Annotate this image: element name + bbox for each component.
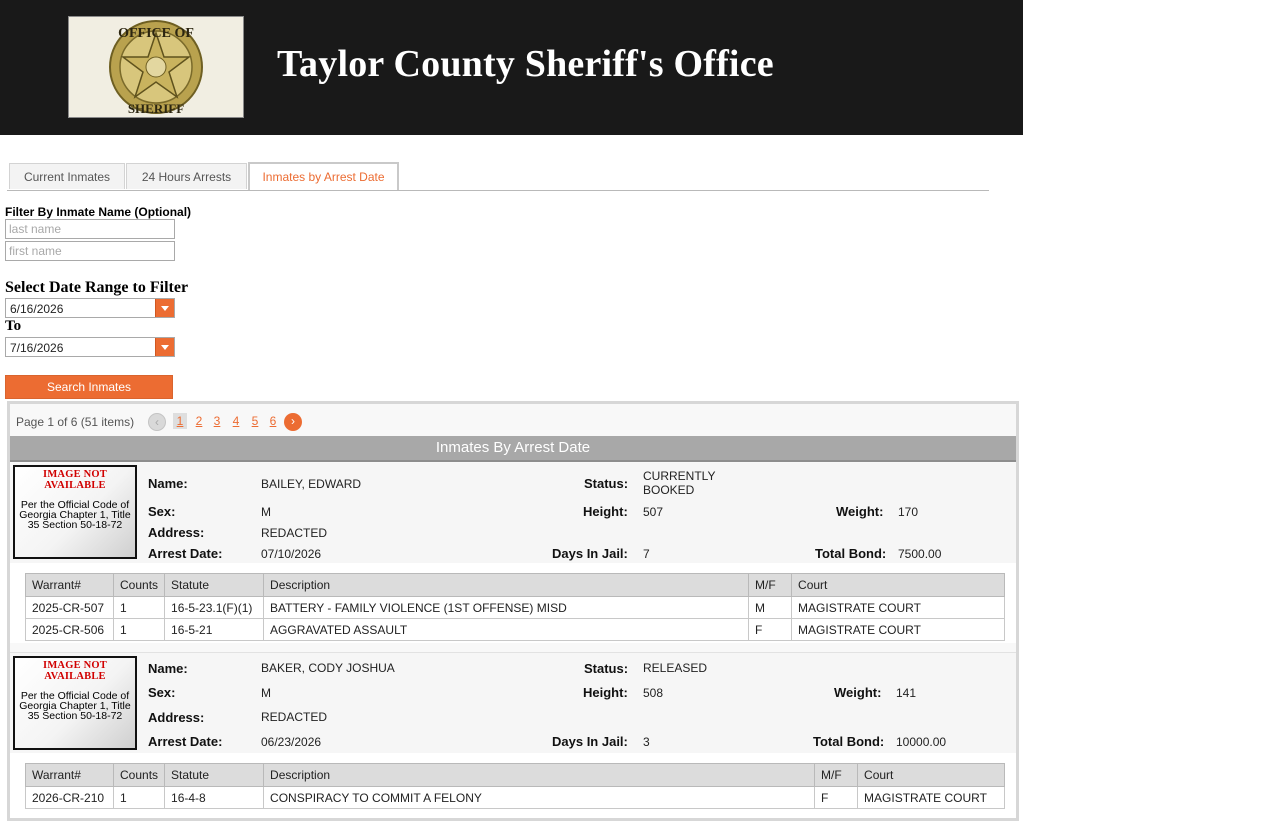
image-note: Per the Official Code of Georgia Chapter 1, Title 35 Section 50-18-72 [19, 690, 131, 722]
inmate-arrest-date: 06/23/2026 [261, 735, 322, 749]
inmate-address: REDACTED [261, 526, 328, 540]
arrest-date-label: Arrest Date: [148, 734, 223, 749]
sheriff-badge-logo[interactable] [68, 16, 244, 118]
inmate-name: BAILEY, EDWARD [261, 477, 362, 491]
filter-name-label: Filter By Inmate Name (Optional) [5, 205, 192, 219]
warrant-counts: 1 [114, 787, 165, 809]
col-court: Court [858, 764, 1005, 787]
col-mf: M/F [815, 764, 858, 787]
warrant-description: AGGRAVATED ASSAULT [264, 619, 749, 641]
col-mf: M/F [749, 574, 792, 597]
col-statute: Statute [165, 574, 264, 597]
col-statute: Statute [165, 764, 264, 787]
address-label: Address: [148, 710, 205, 725]
from-date-value: 6/16/2026 [10, 302, 64, 316]
warrant-number: 2025-CR-506 [26, 619, 114, 641]
image-not-available-label: IMAGE NOT AVAILABLE [43, 469, 107, 491]
inmate-total-bond: 7500.00 [898, 547, 942, 561]
inmate-weight: 170 [898, 505, 919, 519]
col-counts: Counts [114, 574, 165, 597]
weight-label: Weight: [834, 685, 882, 700]
from-date-picker[interactable] [5, 298, 175, 318]
warrants-table [25, 573, 1005, 641]
calendar-dropdown-icon[interactable] [155, 338, 174, 356]
warrant-mf: F [815, 787, 858, 809]
inmate-status: RELEASED [643, 661, 708, 675]
sex-label: Sex: [148, 685, 176, 700]
date-range-label: Select Date Range to Filter [5, 279, 189, 296]
sex-label: Sex: [148, 504, 176, 519]
inmates-grid [7, 401, 1019, 821]
to-date-picker[interactable] [5, 337, 175, 357]
pager-page-5[interactable]: 5 [251, 414, 259, 428]
warrant-description: CONSPIRACY TO COMMIT A FELONY [264, 787, 815, 809]
warrants-table [25, 763, 1005, 809]
total-bond-label: Total Bond: [813, 734, 885, 749]
inmate-days-in-jail: 7 [643, 547, 650, 561]
tab-24-hours-arrests[interactable]: 24 Hours Arrests [126, 163, 247, 189]
warrant-court: MAGISTRATE COURT [792, 619, 1005, 641]
col-warrant: Warrant# [26, 764, 114, 787]
last-name-input[interactable] [5, 219, 175, 239]
to-date-value: 7/16/2026 [10, 341, 64, 355]
inmate-photo-placeholder [13, 465, 137, 559]
warrants-header-row [26, 574, 1005, 597]
pager-page-1[interactable]: 1 [173, 413, 187, 429]
pager-page-3[interactable]: 3 [213, 414, 221, 428]
pager-page-4[interactable]: 4 [232, 414, 240, 428]
col-description: Description [264, 764, 815, 787]
pager-page-2[interactable]: 2 [195, 414, 203, 428]
inmate-photo-placeholder [13, 656, 137, 750]
svg-text:SHERIFF: SHERIFF [127, 101, 185, 116]
warrant-court: MAGISTRATE COURT [792, 597, 1005, 619]
warrant-court: MAGISTRATE COURT [858, 787, 1005, 809]
col-warrant: Warrant# [26, 574, 114, 597]
inmate-sex: M [261, 505, 271, 519]
height-label: Height: [583, 685, 628, 700]
weight-label: Weight: [836, 504, 884, 519]
name-label: Name: [148, 476, 188, 491]
inmate-height: 507 [643, 505, 664, 519]
total-bond-label: Total Bond: [815, 546, 887, 561]
col-court: Court [792, 574, 1005, 597]
to-label: To [5, 318, 22, 334]
search-inmates-button[interactable]: Search Inmates [5, 375, 173, 399]
warrant-statute: 16-4-8 [165, 787, 264, 809]
inmate-arrest-date: 07/10/2026 [261, 547, 322, 561]
warrant-counts: 1 [114, 619, 165, 641]
inmate-weight: 141 [896, 686, 917, 700]
grid-title: Inmates By Arrest Date [10, 436, 1016, 462]
table-row [26, 787, 1005, 809]
inmate-days-in-jail: 3 [643, 735, 650, 749]
inmate-total-bond: 10000.00 [896, 735, 947, 749]
svg-text:OFFICE OF: OFFICE OF [118, 26, 194, 41]
next-page-icon[interactable]: › [284, 413, 302, 431]
pager-page-6[interactable]: 6 [269, 414, 277, 428]
address-label: Address: [148, 525, 205, 540]
pager-info: Page 1 of 6 (51 items) [16, 415, 135, 429]
tab-current-inmates[interactable]: Current Inmates [9, 163, 125, 189]
inmate-record [10, 463, 1016, 643]
col-counts: Counts [114, 764, 165, 787]
image-not-available-label: IMAGE NOT AVAILABLE [43, 660, 107, 682]
table-row [26, 619, 1005, 641]
tab-inmates-by-arrest-date[interactable]: Inmates by Arrest Date [248, 162, 399, 190]
table-row [26, 597, 1005, 619]
height-label: Height: [583, 504, 628, 519]
warrant-number: 2026-CR-210 [26, 787, 114, 809]
inmate-height: 508 [643, 686, 664, 700]
arrest-date-label: Arrest Date: [148, 546, 223, 561]
warrant-number: 2025-CR-507 [26, 597, 114, 619]
warrant-counts: 1 [114, 597, 165, 619]
warrant-description: BATTERY - FAMILY VIOLENCE (1ST OFFENSE) MISD [264, 597, 749, 619]
warrant-mf: M [749, 597, 792, 619]
days-in-jail-label: Days In Jail: [552, 546, 628, 561]
warrant-statute: 16-5-23.1(F)(1) [165, 597, 264, 619]
status-label: Status: [584, 476, 629, 491]
inmate-address: REDACTED [261, 710, 328, 724]
image-note: Per the Official Code of Georgia Chapter 1, Title 35 Section 50-18-72 [19, 499, 131, 531]
name-label: Name: [148, 661, 188, 676]
warrant-mf: F [749, 619, 792, 641]
status-label: Status: [584, 661, 629, 676]
site-header [0, 0, 1023, 135]
inmate-sex: M [261, 686, 271, 700]
days-in-jail-label: Days In Jail: [552, 734, 628, 749]
inmate-name: BAKER, CODY JOSHUA [261, 661, 395, 675]
first-name-input[interactable] [5, 241, 175, 261]
warrant-statute: 16-5-21 [165, 619, 264, 641]
tab-bar [7, 163, 989, 191]
inmate-record [10, 653, 1016, 821]
col-description: Description [264, 574, 749, 597]
calendar-dropdown-icon[interactable] [155, 299, 174, 317]
site-title: Taylor County Sheriff's Office [277, 43, 774, 85]
warrants-header-row [26, 764, 1005, 787]
previous-page-icon[interactable]: ‹ [148, 413, 166, 431]
inmate-status: CURRENTLY BOOKED [643, 469, 716, 497]
